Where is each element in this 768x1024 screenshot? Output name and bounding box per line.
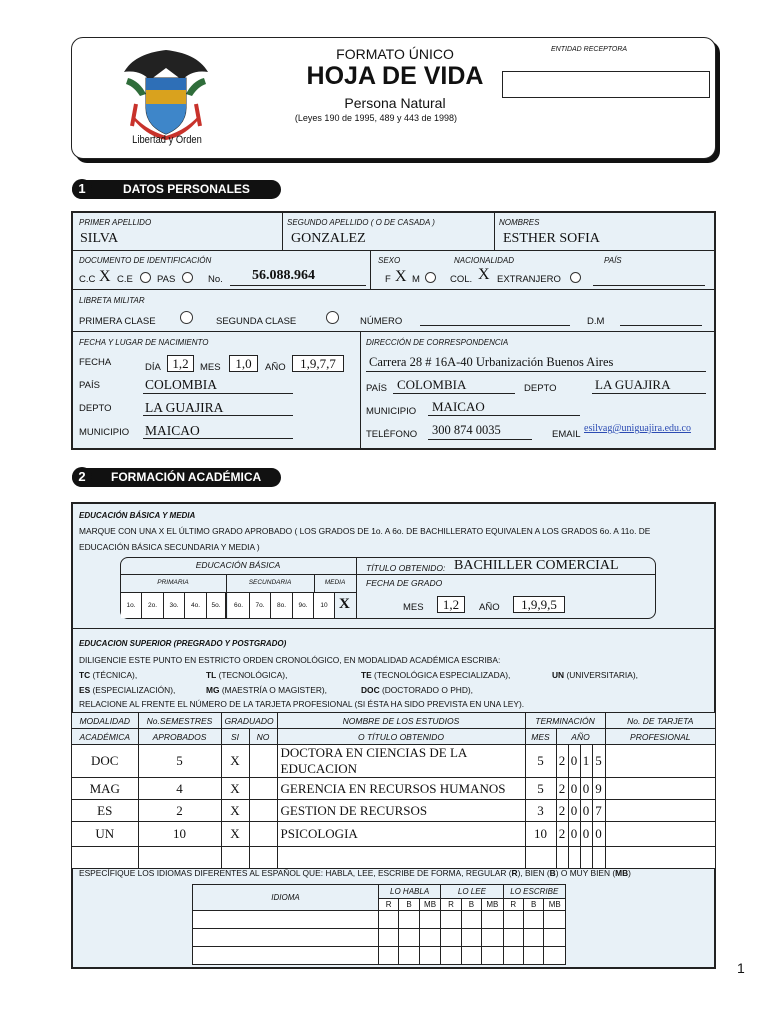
- cc-label: C.C: [79, 274, 96, 285]
- address-label: DIRECCIÓN DE CORRESPONDENCIA: [366, 338, 509, 347]
- language-level-cell[interactable]: [523, 929, 543, 947]
- study-name[interactable]: GESTION DE RECURSOS: [277, 800, 525, 822]
- tc-text: (TÉCNICA),: [92, 670, 138, 680]
- nat-ext-label: EXTRANJERO: [497, 274, 561, 285]
- study-y3[interactable]: [580, 847, 592, 869]
- grade-cell[interactable]: [228, 593, 250, 618]
- lang-mb: MB: [615, 868, 629, 878]
- page-number: 1: [737, 960, 745, 976]
- id-number-underline: [230, 285, 366, 286]
- birth-label: FECHA Y LUGAR DE NACIMIENTO: [79, 338, 209, 347]
- addr-dept-value[interactable]: LA GUAJIRA: [595, 377, 671, 392]
- level-label: MB: [544, 899, 566, 911]
- es-text: (ESPECIALIZACIÓN),: [92, 685, 176, 695]
- col-academica: ACADÉMICA: [72, 729, 138, 745]
- grade-cell[interactable]: [250, 593, 271, 618]
- study-si[interactable]: X: [221, 822, 249, 847]
- study-name[interactable]: PSICOLOGIA: [277, 822, 525, 847]
- languages-instr: [79, 868, 631, 878]
- study-sem[interactable]: 5: [138, 745, 221, 778]
- language-level-cell[interactable]: [441, 911, 461, 929]
- un-code: UN: [552, 670, 565, 680]
- tl-code: TL: [206, 670, 217, 680]
- nat-col-mark[interactable]: X: [478, 266, 490, 283]
- address-value[interactable]: Carrera 28 # 16A-40 Urbanización Buenos Aires: [369, 355, 614, 369]
- escribe-label: LO ESCRIBE: [503, 885, 565, 899]
- language-level-cell[interactable]: [419, 947, 440, 965]
- study-si[interactable]: [221, 847, 249, 869]
- grade-label: 2o.: [147, 602, 158, 609]
- study-y3[interactable]: 0: [580, 822, 592, 847]
- study-mod[interactable]: UN: [72, 822, 138, 847]
- divider: [226, 575, 227, 618]
- birth-country-label: PAÍS: [79, 380, 100, 391]
- language-row[interactable]: [193, 929, 566, 947]
- level-label: R: [378, 899, 398, 911]
- te-code: TE: [361, 670, 372, 680]
- language-name-cell[interactable]: [193, 929, 379, 947]
- addr-country-label: PAÍS: [366, 383, 387, 394]
- grade-cell[interactable]: [207, 593, 226, 618]
- lang-mid1: ), BIEN (: [517, 868, 550, 878]
- mg-text: (MAESTRÍA O MAGISTER),: [221, 685, 327, 695]
- lang-b: B: [549, 868, 556, 878]
- language-level-cell[interactable]: [482, 911, 503, 929]
- col-modalidad: MODALIDAD: [72, 713, 138, 729]
- laws-text: (Leyes 190 de 1995, 489 y 443 de 1998): [294, 113, 458, 123]
- second-class-radio[interactable]: [326, 311, 339, 324]
- grade-cell[interactable]: [293, 593, 314, 618]
- lang-r: R: [511, 868, 518, 878]
- grade-label: 1o.: [126, 602, 136, 609]
- es-code: ES: [79, 685, 91, 695]
- languages-table: [192, 884, 566, 965]
- email-link[interactable]: esilvag@uniguajira.edu.co: [584, 423, 691, 434]
- mod-tc: [79, 670, 137, 680]
- names-value[interactable]: ESTHER SOFIA: [503, 231, 600, 246]
- grade-label: 9o.: [298, 602, 308, 609]
- te-text: (TECNOLÓGICA ESPECIALIZADA),: [374, 670, 511, 680]
- study-y2[interactable]: 0: [568, 822, 580, 847]
- day-label: DÍA: [145, 362, 161, 373]
- format-label: FORMATO ÚNICO: [336, 46, 454, 62]
- language-level-cell[interactable]: [503, 929, 523, 947]
- lee-label: LO LEE: [441, 885, 503, 899]
- nat-col-label: COL.: [450, 274, 473, 285]
- study-mes[interactable]: 5: [525, 778, 556, 800]
- birth-city-label: MUNICIPIO: [79, 427, 130, 438]
- section2-number: 2: [72, 467, 92, 487]
- divider: [72, 331, 715, 332]
- study-no[interactable]: [249, 822, 277, 847]
- ce-radio[interactable]: [140, 272, 151, 283]
- birth-day-value[interactable]: 1,2: [167, 355, 194, 372]
- level-label: B: [461, 899, 481, 911]
- no-label: No.: [208, 274, 223, 285]
- year-label: AÑO: [265, 362, 286, 373]
- language-level-cell[interactable]: [461, 929, 481, 947]
- language-level-cell[interactable]: [482, 947, 503, 965]
- study-y4[interactable]: 7: [592, 800, 605, 822]
- level-label: MB: [419, 899, 440, 911]
- tl-text: (TECNOLÓGICA),: [218, 670, 288, 680]
- mod-un: [552, 670, 638, 680]
- pas-label: PAS: [157, 274, 176, 285]
- col-mes: MES: [525, 729, 556, 745]
- addr-dept-label: DEPTO: [524, 383, 557, 394]
- grad-year-label: AÑO: [479, 602, 500, 613]
- col-semestres: No.SEMESTRES: [138, 713, 221, 729]
- study-name[interactable]: DOCTORA EN CIENCIAS DE LA EDUCACION: [277, 745, 525, 778]
- language-level-cell[interactable]: [399, 911, 419, 929]
- ce-label: C.E: [117, 274, 133, 285]
- birth-dept-underline: [143, 415, 293, 416]
- study-no[interactable]: [249, 778, 277, 800]
- divider: [494, 212, 495, 250]
- grade-cell[interactable]: [121, 593, 142, 618]
- study-y2[interactable]: [568, 847, 580, 869]
- motto-text: Libertad y Orden: [132, 134, 202, 146]
- study-y3[interactable]: 0: [580, 800, 592, 822]
- grade-cell[interactable]: [164, 593, 185, 618]
- birth-dept-label: DEPTO: [79, 403, 112, 414]
- col-tarjeta: No. DE TARJETA: [605, 713, 715, 729]
- lang-end: ): [628, 868, 631, 878]
- divider: [72, 628, 715, 629]
- section1-number: 1: [72, 179, 92, 199]
- birth-dept-value[interactable]: LA GUAJIRA: [145, 400, 224, 415]
- study-si[interactable]: X: [221, 800, 249, 822]
- addr-dept-underline: [592, 393, 706, 394]
- phone-label: TELÉFONO: [366, 429, 418, 440]
- mod-te: [361, 670, 510, 680]
- second-surname-value[interactable]: GONZALEZ: [291, 231, 366, 246]
- media-label: MEDIA: [324, 579, 346, 586]
- language-name-cell[interactable]: [193, 947, 379, 965]
- grad-month-value[interactable]: 1,2: [437, 596, 465, 613]
- language-level-cell[interactable]: [482, 929, 503, 947]
- email-label: EMAIL: [552, 429, 581, 440]
- country-input[interactable]: [593, 285, 705, 286]
- number-label: NÚMERO: [360, 316, 403, 327]
- study-mod[interactable]: [72, 847, 138, 869]
- col-terminacion: TERMINACIÓN: [525, 713, 605, 729]
- first-class-radio[interactable]: [180, 311, 193, 324]
- degree-value[interactable]: BACHILLER COMERCIAL: [454, 558, 619, 573]
- study-mes[interactable]: [525, 847, 556, 869]
- study-y2[interactable]: 0: [568, 745, 580, 778]
- language-level-cell[interactable]: [503, 947, 523, 965]
- study-card[interactable]: [605, 745, 715, 778]
- language-level-cell[interactable]: [419, 911, 440, 929]
- cc-mark[interactable]: X: [99, 268, 111, 285]
- col-si: SI: [221, 729, 249, 745]
- divider: [121, 574, 655, 575]
- study-y4[interactable]: 0: [592, 822, 605, 847]
- military-label: LIBRETA MILITAR: [79, 296, 145, 305]
- col-graduado: GRADUADO: [221, 713, 277, 729]
- study-card[interactable]: [605, 800, 715, 822]
- study-row[interactable]: [72, 745, 715, 778]
- habla-label: LO HABLA: [378, 885, 440, 899]
- grade-label: 5o.: [211, 602, 221, 609]
- second-surname-label: SEGUNDO APELLIDO ( O DE CASADA ): [287, 218, 435, 227]
- study-mod[interactable]: ES: [72, 800, 138, 822]
- birth-country-value[interactable]: COLOMBIA: [145, 377, 218, 392]
- sex-label: SEXO: [378, 256, 401, 265]
- birth-month-value[interactable]: 1,0: [229, 355, 258, 372]
- entity-label: ENTIDAD RECEPTORA: [551, 46, 628, 53]
- language-level-cell[interactable]: [378, 911, 398, 929]
- date-label: FECHA: [79, 357, 112, 368]
- basic-edu-label: EDUCACIÓN BÁSICA: [195, 560, 281, 570]
- study-mod[interactable]: DOC: [72, 745, 138, 778]
- col-titulo: O TÍTULO OBTENIDO: [277, 729, 525, 745]
- divider: [370, 251, 371, 289]
- grade-cell[interactable]: [142, 593, 164, 618]
- military-number-input[interactable]: [420, 325, 570, 326]
- language-level-cell[interactable]: [461, 911, 481, 929]
- names-label: NOMBRES: [499, 218, 540, 227]
- addr-country-value[interactable]: COLOMBIA: [397, 377, 467, 392]
- study-y1[interactable]: 2: [556, 800, 568, 822]
- entity-input[interactable]: [502, 71, 710, 98]
- basic-edu-title: EDUCACIÓN BÁSICA Y MEDIA: [79, 511, 196, 520]
- language-level-cell[interactable]: [399, 929, 419, 947]
- nationality-label: NACIONALIDAD: [454, 256, 515, 265]
- divider: [72, 250, 715, 251]
- study-mes[interactable]: 5: [525, 745, 556, 778]
- level-label: R: [441, 899, 461, 911]
- grade-cell[interactable]: [271, 593, 293, 618]
- study-row[interactable]: [72, 822, 715, 847]
- grad-month-label: MES: [403, 602, 424, 613]
- phone-value[interactable]: 300 874 0035: [432, 423, 501, 437]
- language-level-cell[interactable]: [378, 947, 398, 965]
- grade-label: 8o.: [276, 602, 287, 609]
- language-level-cell[interactable]: [544, 947, 566, 965]
- study-mes[interactable]: 10: [525, 822, 556, 847]
- study-card[interactable]: [605, 847, 715, 869]
- sex-m-label: M: [412, 274, 420, 285]
- study-mes[interactable]: 3: [525, 800, 556, 822]
- un-text: (UNIVERSITARIA),: [566, 670, 638, 680]
- studies-table: [72, 712, 715, 869]
- language-level-cell[interactable]: [503, 911, 523, 929]
- col-profesional: PROFESIONAL: [605, 729, 715, 745]
- pas-radio[interactable]: [182, 272, 193, 283]
- study-sem[interactable]: 10: [138, 822, 221, 847]
- birth-year-value[interactable]: 1,9,7,7: [292, 355, 344, 372]
- col-anio: AÑO: [556, 729, 605, 745]
- study-sem[interactable]: [138, 847, 221, 869]
- sex-f-label: F: [385, 274, 391, 285]
- grade-label: 7o.: [255, 602, 265, 609]
- divider: [282, 212, 283, 250]
- sex-f-mark[interactable]: X: [395, 268, 407, 285]
- subtitle: Persona Natural: [344, 95, 446, 111]
- addr-city-underline: [428, 415, 580, 416]
- grade-label: 4o.: [190, 602, 201, 609]
- study-y1[interactable]: 2: [556, 745, 568, 778]
- birth-city-value[interactable]: MAICAO: [145, 423, 200, 438]
- basic-edu-instr-1: MARQUE CON UNA X EL ÚLTIMO GRADO APROBADO ( LOS GRADOS DE 1o. A 6o. DE BACHILLERATO EQUIVALEN A LOS GRADOS 6o. A 11o. DE: [79, 526, 651, 536]
- study-sem[interactable]: 4: [138, 778, 221, 800]
- mod-doc: [361, 685, 473, 695]
- dm-input[interactable]: [620, 325, 702, 326]
- grad-date-label: FECHA DE GRADO: [366, 578, 443, 588]
- language-level-cell[interactable]: [399, 947, 419, 965]
- address-underline: [366, 371, 706, 372]
- phone-underline: [428, 439, 532, 440]
- study-row[interactable]: [72, 778, 715, 800]
- mod-tl: [206, 670, 287, 680]
- page-title: HOJA DE VIDA: [306, 62, 484, 90]
- first-surname-label: PRIMER APELLIDO: [79, 218, 152, 227]
- doc-text: (DOCTORADO O PHD),: [381, 685, 473, 695]
- language-level-cell[interactable]: [523, 911, 543, 929]
- second-class-label: SEGUNDA CLASE: [216, 316, 297, 327]
- study-no[interactable]: [249, 745, 277, 778]
- level-label: B: [399, 899, 419, 911]
- first-class-label: PRIMERA CLASE: [79, 316, 156, 327]
- section2-pill: FORMACIÓN ACADÉMICA: [72, 468, 281, 487]
- birth-country-underline: [143, 393, 293, 394]
- basic-edu-instr-2: EDUCACIÓN BÁSICA SECUNDARIA Y MEDIA ): [79, 542, 260, 552]
- id-document-label: DOCUMENTO DE IDENTIFICACIÓN: [79, 256, 212, 265]
- study-no[interactable]: [249, 847, 277, 869]
- study-y4[interactable]: 9: [592, 778, 605, 800]
- coat-of-arms-icon: [118, 44, 214, 148]
- study-si[interactable]: X: [221, 745, 249, 778]
- study-y3[interactable]: 1: [580, 745, 592, 778]
- language-name-cell[interactable]: [193, 911, 379, 929]
- language-row[interactable]: [193, 911, 566, 929]
- study-y2[interactable]: 0: [568, 800, 580, 822]
- addr-city-value[interactable]: MAICAO: [432, 399, 485, 414]
- nat-ext-radio[interactable]: [570, 272, 581, 283]
- secundaria-label: SECUNDARIA: [248, 579, 292, 586]
- first-surname-value[interactable]: SILVA: [80, 231, 119, 246]
- grade-cell[interactable]: [314, 593, 335, 618]
- grade-label: 6o.: [233, 602, 244, 609]
- study-no[interactable]: [249, 800, 277, 822]
- month-label: MES: [200, 362, 221, 373]
- grade-label: 3o.: [169, 602, 179, 609]
- study-card[interactable]: [605, 822, 715, 847]
- divider: [356, 558, 357, 618]
- mod-mg: [206, 685, 327, 695]
- language-row[interactable]: [193, 947, 566, 965]
- language-level-cell[interactable]: [544, 929, 566, 947]
- language-level-cell[interactable]: [419, 929, 440, 947]
- id-number-value[interactable]: 56.088.964: [252, 268, 315, 283]
- study-y3[interactable]: 0: [580, 778, 592, 800]
- divider: [360, 332, 361, 449]
- dm-label: D.M: [587, 316, 605, 327]
- addr-city-label: MUNICIPIO: [366, 406, 417, 417]
- addr-country-underline: [393, 393, 515, 394]
- study-mod[interactable]: MAG: [72, 778, 138, 800]
- col-nombre: NOMBRE DE LOS ESTUDIOS: [277, 713, 525, 729]
- section2-dash: [92, 477, 100, 479]
- language-level-cell[interactable]: [378, 929, 398, 947]
- study-sem[interactable]: 2: [138, 800, 221, 822]
- study-name[interactable]: [277, 847, 525, 869]
- language-level-cell[interactable]: [523, 947, 543, 965]
- study-card[interactable]: [605, 778, 715, 800]
- level-label: R: [503, 899, 523, 911]
- grade-label: 10: [320, 602, 328, 609]
- study-y1[interactable]: 2: [556, 822, 568, 847]
- section1-pill: DATOS PERSONALES: [72, 180, 281, 199]
- grade-cell[interactable]: [185, 593, 207, 618]
- primaria-label: PRIMARIA: [157, 579, 189, 586]
- col-no: NO: [249, 729, 277, 745]
- higher-edu-instr-1: DILIGENCIE ESTE PUNTO EN ESTRICTO ORDEN CRONOLÓGICO, EN MODALIDAD ACADÉMICA ESCRIBA:: [79, 655, 501, 665]
- study-y4[interactable]: [592, 847, 605, 869]
- section1-dash: [92, 189, 100, 191]
- lang-instr-text: ESPECÍFIQUE LOS IDIOMAS DIFERENTES AL ESPAÑOL QUE: HABLA, LEE, ESCRIBE DE FORMA, REGULAR (: [79, 868, 512, 878]
- study-y1[interactable]: [556, 847, 568, 869]
- degree-label: TÍTULO OBTENIDO:: [366, 563, 446, 573]
- grade-mark[interactable]: X: [339, 596, 350, 612]
- country-label: PAÍS: [604, 256, 622, 265]
- mod-es: [79, 685, 175, 695]
- doc-code: DOC: [361, 685, 380, 695]
- higher-edu-instr-3: RELACIONE AL FRENTE EL NÚMERO DE LA TARJETA PROFESIONAL (SI ÉSTA HA SIDO PREVISTA EN UNA LEY).: [79, 699, 525, 709]
- level-label: MB: [482, 899, 503, 911]
- divider: [72, 289, 715, 290]
- idioma-label: IDIOMA: [193, 885, 379, 911]
- study-y1[interactable]: 2: [556, 778, 568, 800]
- language-level-cell[interactable]: [441, 929, 461, 947]
- birth-city-underline: [143, 438, 293, 439]
- level-label: B: [523, 899, 543, 911]
- study-si[interactable]: X: [221, 778, 249, 800]
- lang-mid2: ) O MUY BIEN (: [555, 868, 616, 878]
- higher-edu-title: EDUCACION SUPERIOR (PREGRADO Y POSTGRADO): [79, 639, 287, 648]
- language-level-cell[interactable]: [441, 947, 461, 965]
- study-name[interactable]: GERENCIA EN RECURSOS HUMANOS: [277, 778, 525, 800]
- grad-year-value[interactable]: 1,9,9,5: [513, 596, 565, 613]
- study-y2[interactable]: 0: [568, 778, 580, 800]
- study-row[interactable]: [72, 847, 715, 869]
- col-aprobados: APROBADOS: [138, 729, 221, 745]
- mg-code: MG: [206, 685, 220, 695]
- study-y4[interactable]: 5: [592, 745, 605, 778]
- language-level-cell[interactable]: [544, 911, 566, 929]
- study-row[interactable]: [72, 800, 715, 822]
- sex-m-radio[interactable]: [425, 272, 436, 283]
- tc-code: TC: [79, 670, 91, 680]
- language-level-cell[interactable]: [461, 947, 481, 965]
